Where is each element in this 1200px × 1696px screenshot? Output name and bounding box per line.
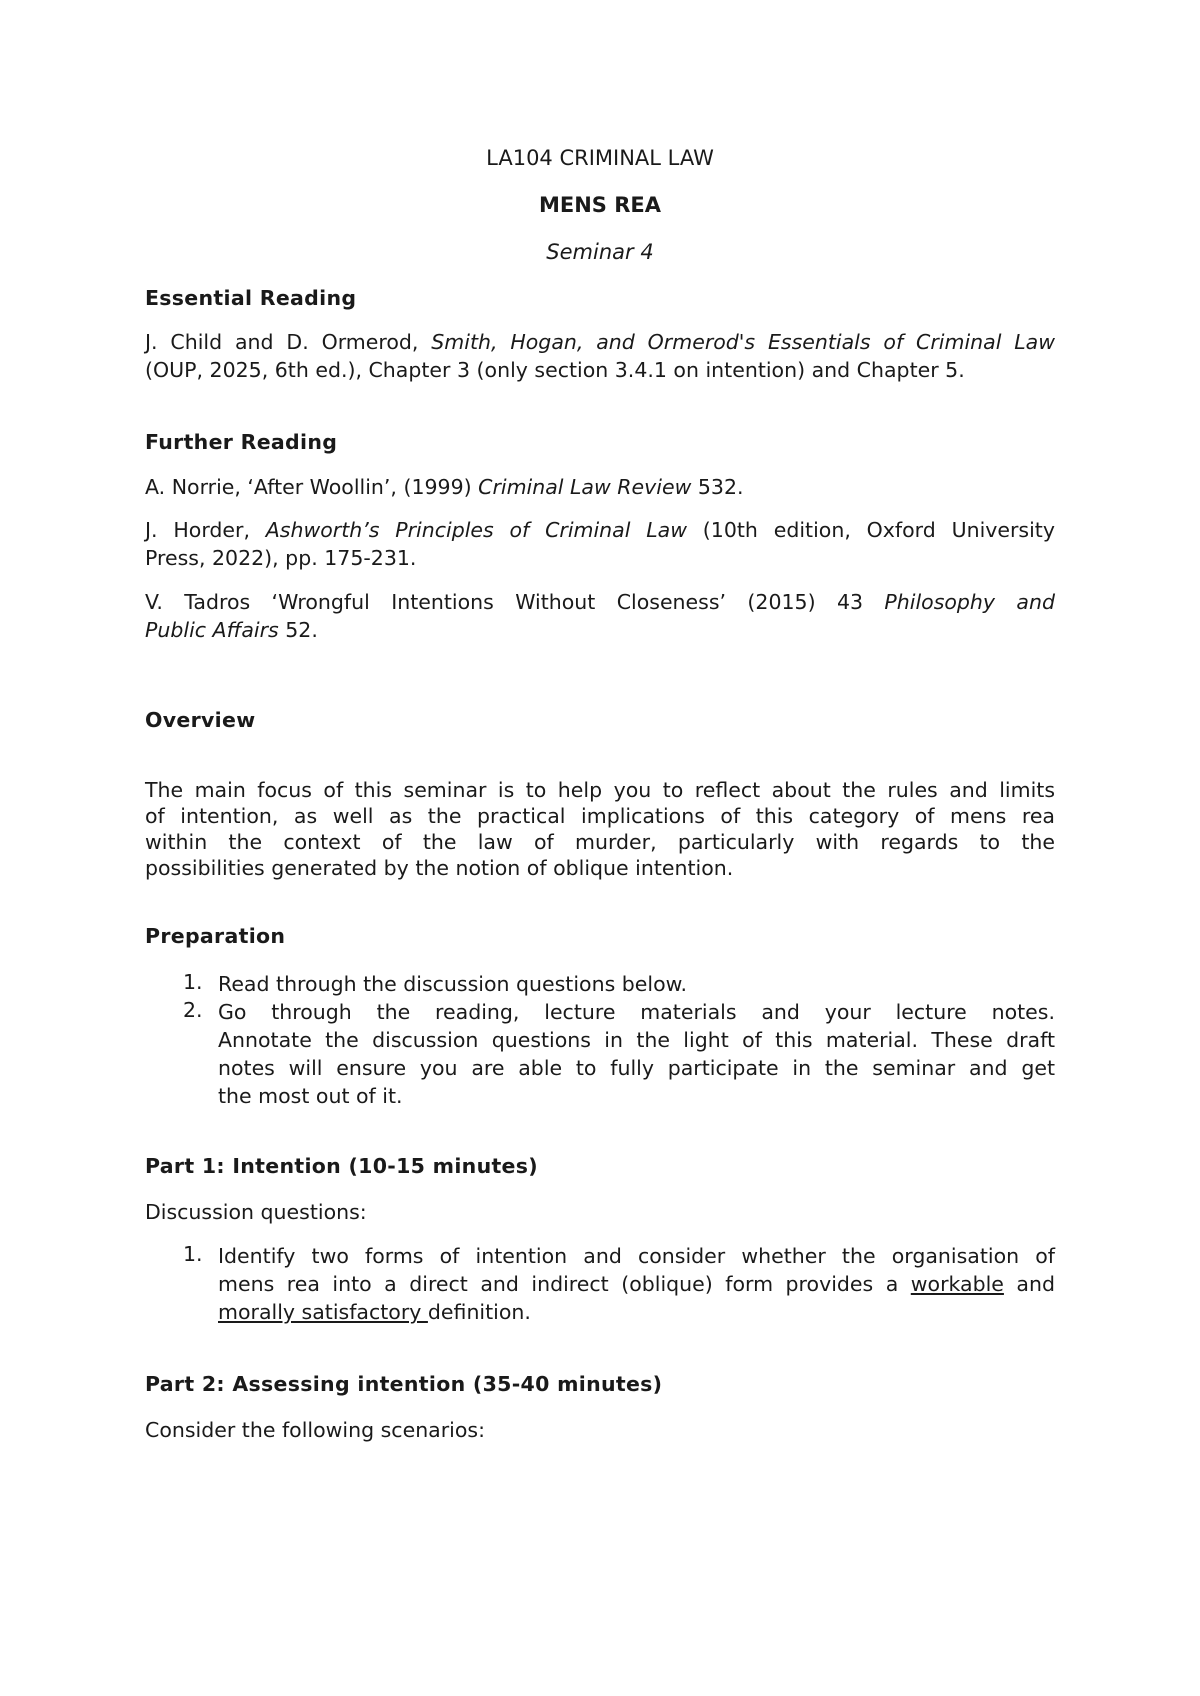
list-item-text: the most out of it. <box>218 1084 403 1108</box>
further-entry-2-author: J. Horder, <box>145 518 266 542</box>
further-entry-3-journal-part: Philosophy and <box>884 590 1055 614</box>
list-item-text: Read through the discussion questions below. <box>218 972 688 996</box>
topic-title: MENS REA <box>538 193 662 217</box>
question-line: definition. <box>427 1300 531 1324</box>
overview-line: of intention, as well as the practical implications of this category of mens rea <box>145 804 1055 828</box>
further-entry-3-author: V. Tadros ‘Wrongful Intentions Without Closeness’ (2015) 43 <box>145 590 885 614</box>
list-number: 1. <box>183 1242 203 1266</box>
further-entry-2-book: Ashworth’s Principles of Criminal Law <box>265 518 687 542</box>
further-reading-entry-2 <box>145 516 1055 572</box>
essential-reading-line-1 <box>145 328 1055 356</box>
part2-intro-text: Consider the following scenarios: <box>145 1418 486 1442</box>
seminar-number: Seminar 4 <box>546 240 654 264</box>
question-line: Identify two forms of intention and consider whether the organisation of <box>218 1244 1055 1268</box>
overview-line: within the context of the law of murder, particularly with regards to the <box>145 830 1055 854</box>
part1-intro-text: Discussion questions: <box>145 1200 367 1224</box>
further-entry-2-line-2: Press, 2022), pp. 175-231. <box>145 546 417 570</box>
preparation-heading: Preparation <box>145 924 286 948</box>
further-reading-heading: Further Reading <box>145 430 338 454</box>
part1-heading: Part 1: Intention (10-15 minutes) <box>145 1154 538 1178</box>
list-item-text: Annotate the discussion questions in the light of this material. These draft <box>218 1028 1055 1052</box>
further-entry-1-journal: Criminal Law Review <box>478 475 692 499</box>
further-reading-entry-1 <box>145 473 1055 501</box>
overview-line: The main focus of this seminar is to help you to reflect about the rules and limits <box>145 778 1055 802</box>
further-entry-1-page: 532. <box>691 475 744 499</box>
part1-intro <box>145 1198 1055 1226</box>
underlined-term-morally-satisfactory: morally satisfactory <box>218 1300 428 1324</box>
essential-reading-entry <box>145 328 1055 384</box>
overview-heading: Overview <box>145 708 256 732</box>
underlined-term-workable: workable <box>910 1272 1004 1296</box>
question-line: mens rea into a direct and indirect (oblique) form provides a <box>218 1272 911 1296</box>
part2-intro <box>145 1416 1055 1444</box>
question-line: and <box>1003 1272 1055 1296</box>
list-item-text: notes will ensure you are able to fully participate in the seminar and get <box>218 1056 1055 1080</box>
list-number: 2. <box>183 998 203 1022</box>
course-title: LA104 CRIMINAL LAW <box>486 146 714 170</box>
list-number: 1. <box>183 970 203 994</box>
further-entry-3-page: 52. <box>278 618 318 642</box>
essential-reading-heading: Essential Reading <box>145 286 357 310</box>
essential-reading-line-2: (OUP, 2025, 6th ed.), Chapter 3 (only section 3.4.1 on intention) and Chapter 5. <box>145 358 965 382</box>
further-reading-entry-3 <box>145 588 1055 644</box>
part2-heading: Part 2: Assessing intention (35-40 minutes) <box>145 1372 663 1396</box>
further-entry-3-journal-rest: Public Affairs <box>145 618 279 642</box>
further-entry-1-author: A. Norrie, ‘After Woollin’, (1999) <box>145 475 479 499</box>
essential-author: J. Child and D. Ormerod, <box>145 330 432 354</box>
list-item-text: Go through the reading, lecture materials and your lecture notes. <box>218 1000 1055 1024</box>
overview-line: possibilities generated by the notion of oblique intention. <box>145 856 734 880</box>
further-entry-2-edition: (10th edition, Oxford University <box>687 518 1055 542</box>
essential-book-title: Smith, Hogan, and Ormerod's Essentials of Criminal Law <box>431 330 1055 354</box>
overview-paragraph <box>145 777 1055 881</box>
